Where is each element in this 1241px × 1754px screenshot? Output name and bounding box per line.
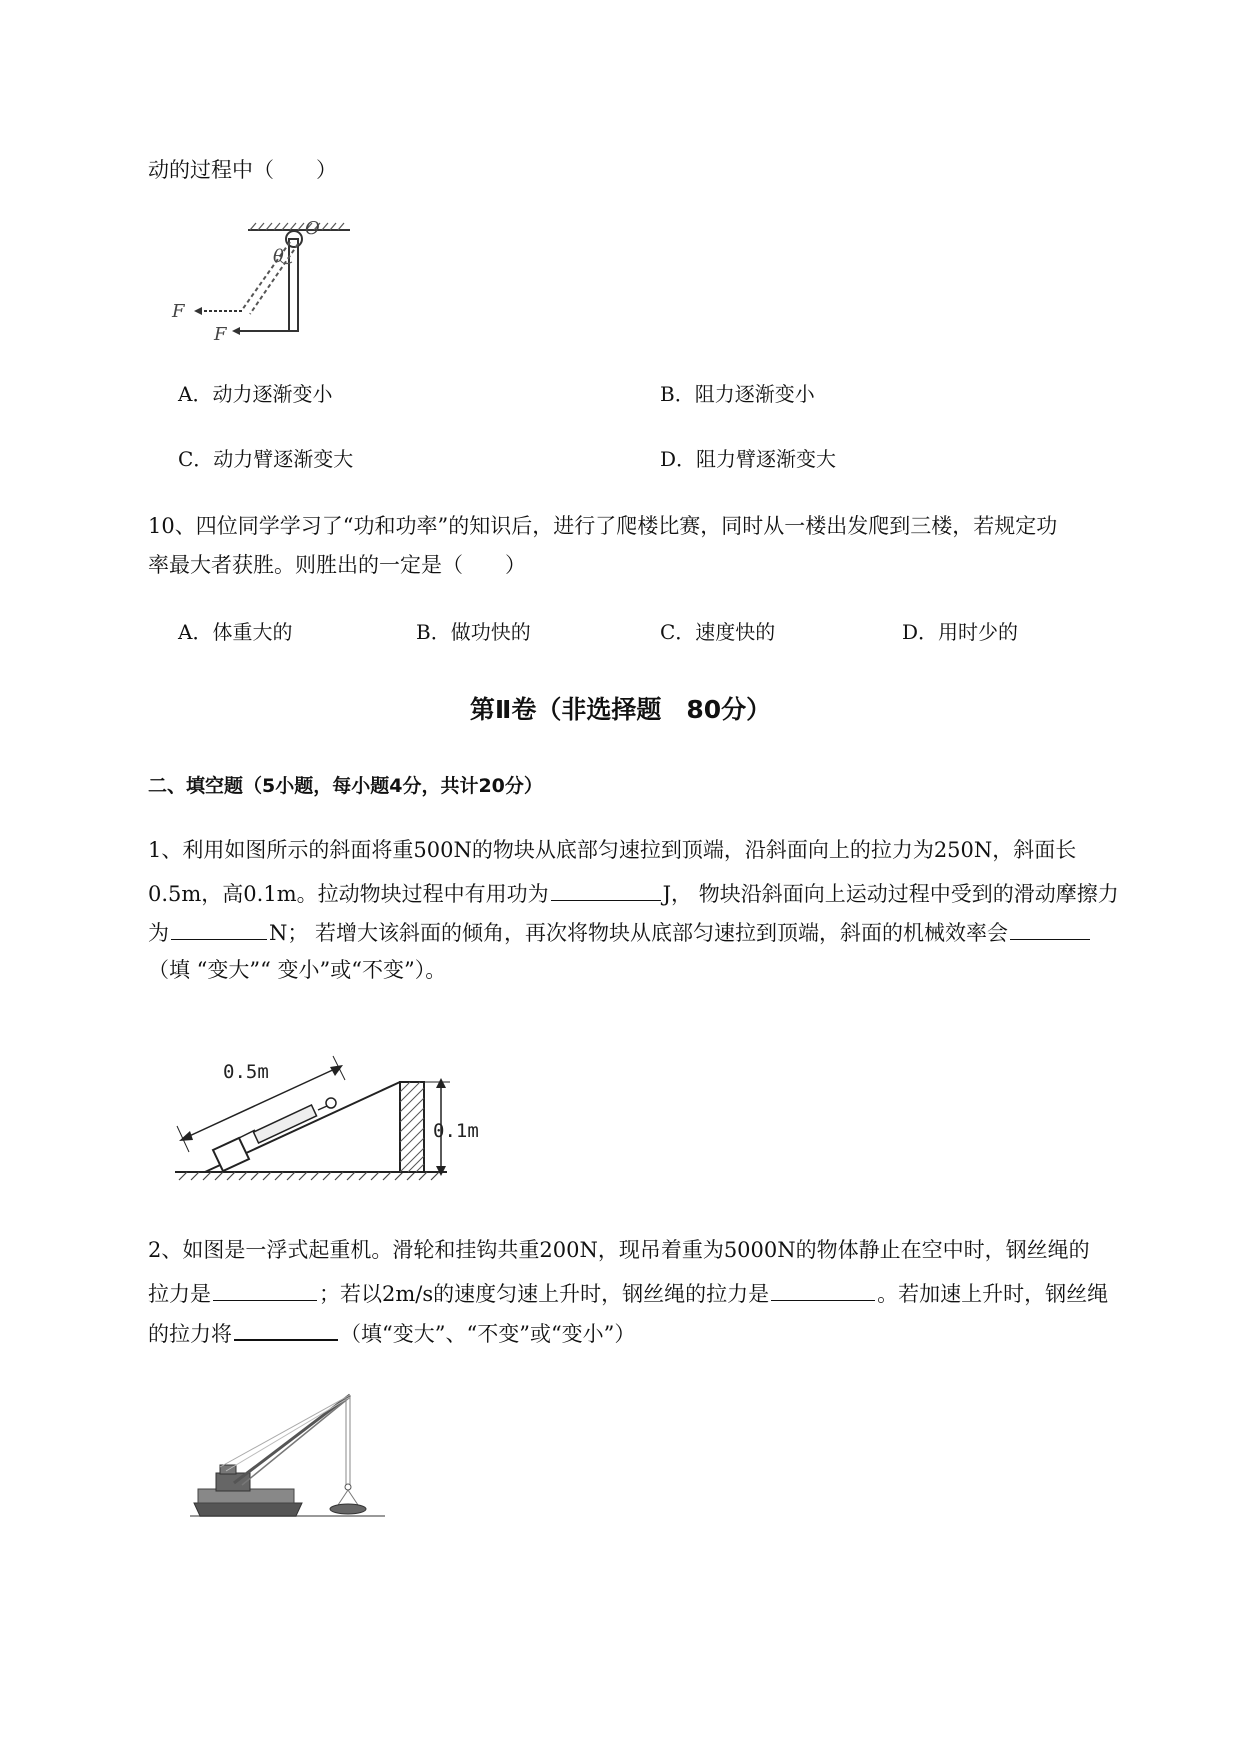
fill1-line2 (148, 879, 1119, 907)
fill2-blank-3[interactable] (234, 1318, 338, 1341)
fill1-line1: 1、利用如图所示的斜面将重500N的物块从底部匀速拉到顶端，沿斜面向上的拉力为250N，斜面长 (148, 838, 1077, 862)
section-heading: 二、填空题（5小题，每小题4分，共计20分） (148, 775, 543, 797)
fill2-line2 (148, 1279, 1108, 1307)
crane-figure (190, 1385, 390, 1525)
label-theta: θ (273, 246, 284, 267)
label-f2: F (214, 324, 227, 345)
q10-option-c: C．速度快的 (660, 620, 776, 644)
part2-title: 第Ⅱ卷（非选择题 80分） (469, 695, 772, 724)
q9-stem-tail: 动的过程中（ ） (148, 158, 337, 182)
fill2-line3-a: 的拉力将 (148, 1322, 232, 1346)
fill1-line2-a: 0.5m，高0.1m。拉动物块过程中有用功为 (148, 882, 549, 906)
fill2-line3-b: （填“变大”、“不变”或“变小”） (340, 1322, 636, 1346)
fill1-blank-1[interactable] (551, 879, 661, 901)
q10-option-d: D．用时少的 (902, 620, 1019, 644)
q9-option-d: D．阻力臂逐渐变大 (660, 447, 837, 471)
incline-figure (175, 1030, 485, 1190)
q9-option-a: A．动力逐渐变小 (178, 382, 333, 406)
fill2-line2-c: 。若加速上升时，钢丝绳 (877, 1282, 1109, 1306)
fill2-line1: 2、如图是一浮式起重机。滑轮和挂钩共重200N，现吊着重为5000N的物体静止在空中时，钢丝绳的 (148, 1238, 1090, 1262)
fill1-line3-a: 为 (148, 921, 169, 945)
fill2-blank-1[interactable] (213, 1279, 317, 1301)
incline-height-label: 0.1m (433, 1120, 479, 1142)
fill2-blank-2[interactable] (771, 1279, 875, 1301)
q10-line2: 率最大者获胜。则胜出的一定是（ ） (148, 553, 526, 577)
label-o: O (305, 218, 320, 239)
fill2-line2-a: 拉力是 (148, 1282, 211, 1306)
fill1-blank-2[interactable] (171, 918, 267, 940)
label-f1: F (172, 301, 185, 322)
fill1-line3-b: N； 若增大该斜面的倾角，再次将物块从底部匀速拉到顶端，斜面的机械效率会 (269, 921, 1009, 945)
fill1-line2-b: J， 物块沿斜面向上运动过程中受到的滑动摩擦力 (662, 882, 1119, 906)
q10-option-a: A．体重大的 (178, 620, 293, 644)
q10-option-b: B．做功快的 (416, 620, 531, 644)
incline-length-label: 0.5m (223, 1061, 269, 1083)
fill2-line3 (148, 1318, 635, 1347)
fill2-line2-b: ；若以2m/s的速度匀速上升时，钢丝绳的拉力是 (319, 1282, 770, 1306)
fill1-blank-3[interactable] (1010, 918, 1090, 940)
q9-option-c: C．动力臂逐渐变大 (178, 447, 354, 471)
fill1-line4: （填 “变大”“ 变小”或“不变”）。 (148, 958, 447, 982)
q10-line1: 10、四位同学学习了“功和功率”的知识后，进行了爬楼比赛，同时从一楼出发爬到三楼，若规定功 (148, 514, 1058, 538)
q9-option-b: B．阻力逐渐变小 (660, 382, 815, 406)
fill1-line3 (148, 918, 1092, 946)
lever-figure (172, 218, 360, 352)
